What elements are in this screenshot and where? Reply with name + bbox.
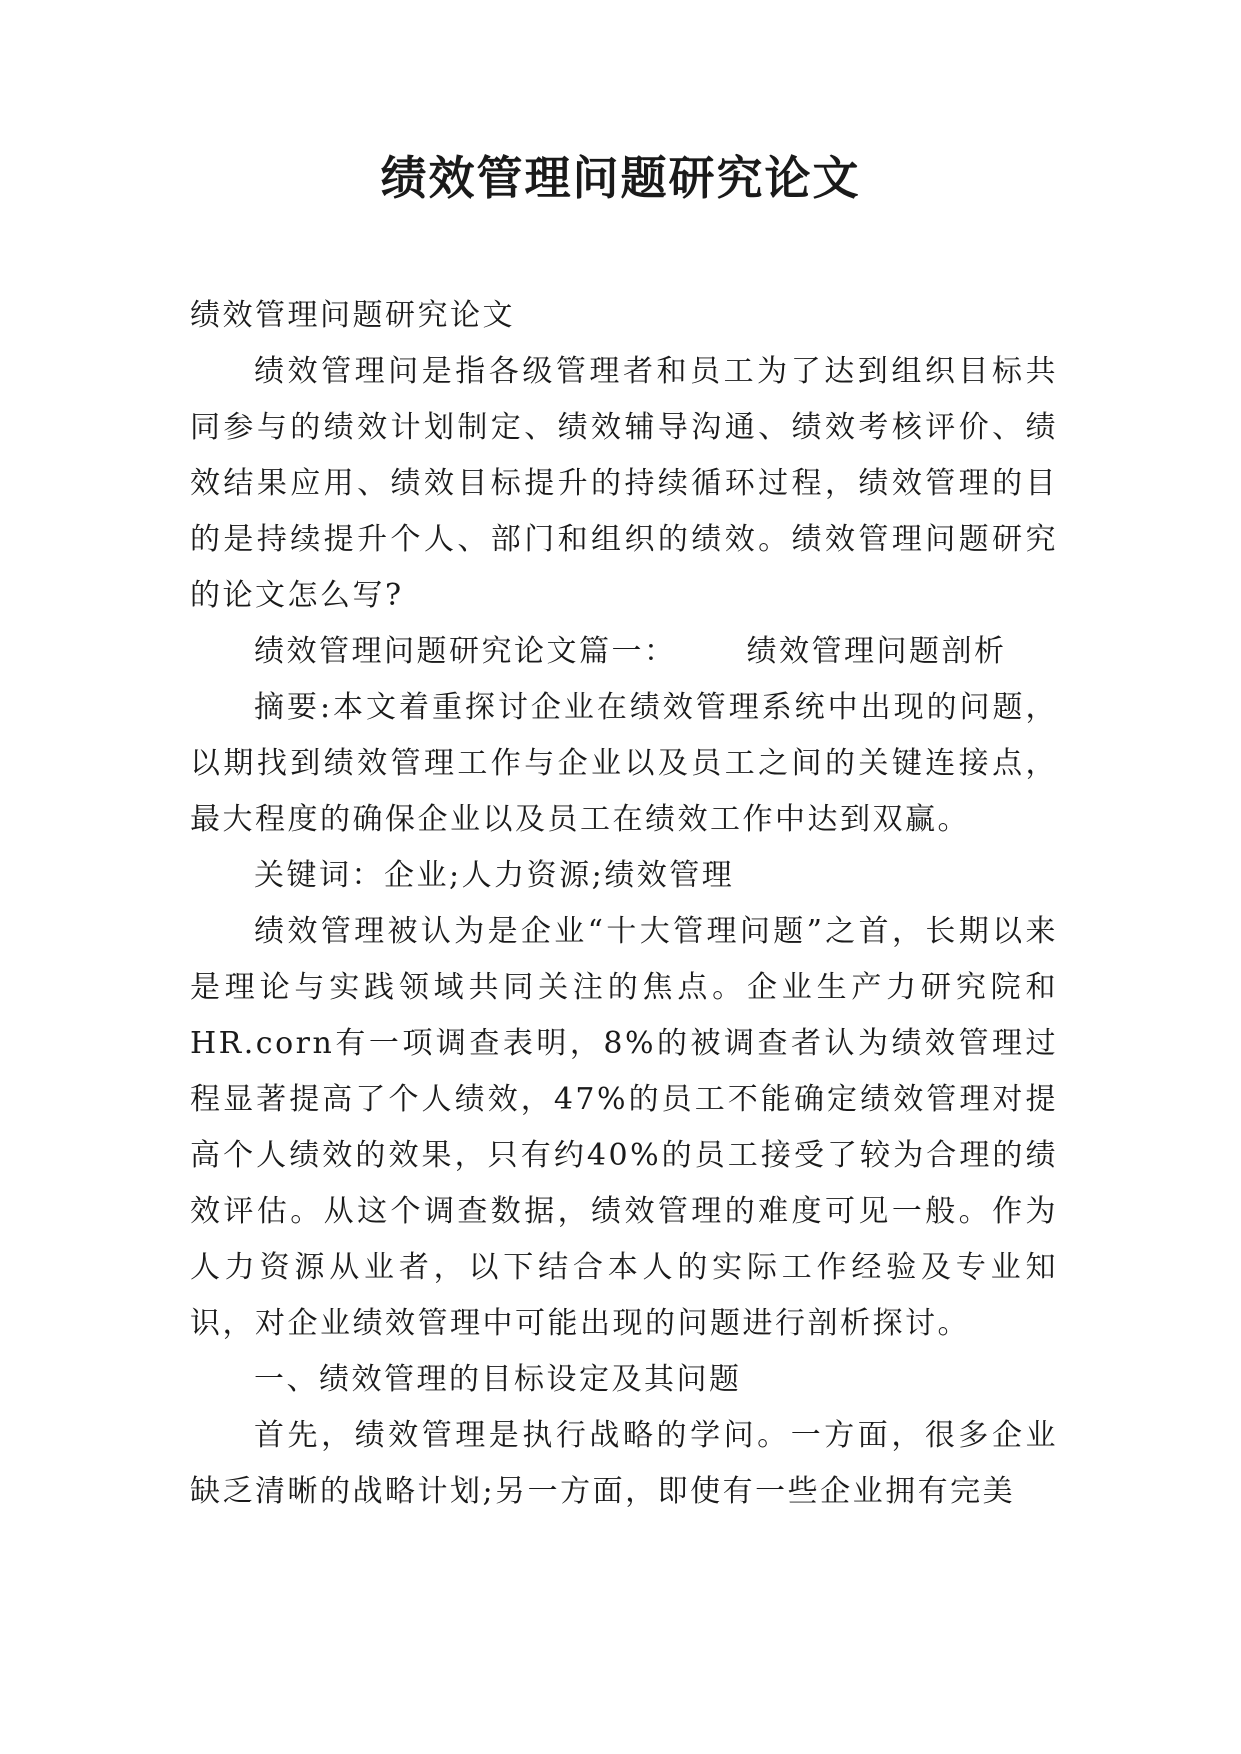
section-heading-left: 绩效管理问题研究论文篇一： (254, 634, 677, 669)
document-body (190, 288, 1058, 1520)
abstract-paragraph: 摘要:本文着重探讨企业在绩效管理系统中出现的问题，以期找到绩效管理工作与企业以及员工之间的关键连接点，最大程度的确保企业以及员工在绩效工作中达到双赢。 (190, 690, 1058, 837)
keywords-paragraph: 关键词：企业;人力资源;绩效管理 (254, 858, 735, 893)
section-heading (190, 624, 1058, 680)
intro-paragraph: 绩效管理问是指各级管理者和员工为了达到组织目标共同参与的绩效计划制定、绩效辅导沟通、绩效考核评价、绩效结果应用、绩效目标提升的持续循环过程，绩效管理的目的是持续提升个人、部门和组织的绩效。绩效管理问题研究的论文怎么写? (190, 354, 1058, 613)
document-title: 绩效管理问题研究论文 (380, 151, 861, 205)
body-paragraph: 绩效管理被认为是企业“十大管理问题”之首，长期以来是理论与实践领域共同关注的焦点。企业生产力研究院和HR.corn有一项调查表明，8%的被调查者认为绩效管理过程显著提高了个人绩效，47%的员工不能确定绩效管理对提高个人绩效的效果，只有约40%的员工接受了较为合理的绩效评估。从这个调查数据，绩效管理的难度可见一般。作为人力资源从业者，以下结合本人的实际工作经验及专业知识，对企业绩效管理中可能出现的问题进行剖析探讨。 (190, 914, 1058, 1341)
document-subtitle: 绩效管理问题研究论文 (190, 298, 515, 333)
section-heading-right: 绩效管理问题剖析 (746, 634, 1007, 669)
body-paragraph: 首先，绩效管理是执行战略的学问。一方面，很多企业缺乏清晰的战略计划;另一方面，即使有一些企业拥有完美 (190, 1418, 1058, 1509)
subsection-heading: 一、绩效管理的目标设定及其问题 (254, 1362, 742, 1397)
